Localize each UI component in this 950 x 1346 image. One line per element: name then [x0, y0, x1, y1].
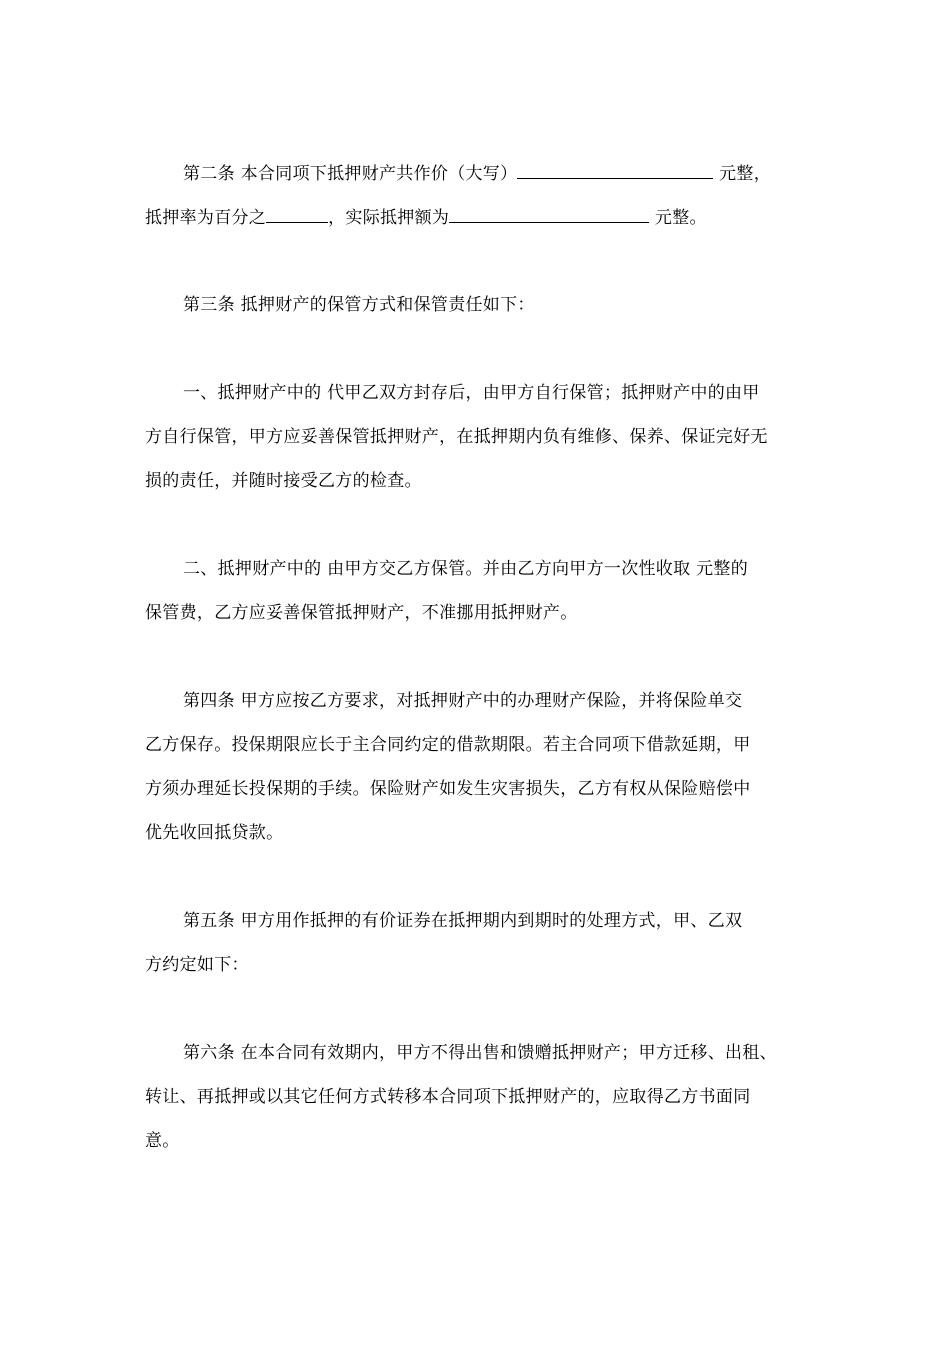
article-2-text-e: 元整。: [649, 208, 707, 228]
article-4-line-4: 优先收回抵贷款。: [145, 823, 284, 843]
article-4-line-2: 乙方保存。投保期限应长于主合同约定的借款期限。若主合同项下借款延期，甲: [145, 735, 751, 755]
article-6-line-2: 转让、再抵押或以其它任何方式转移本合同项下抵押财产的，应取得乙方书面同: [145, 1087, 751, 1107]
item-1-line-1: 一、抵押财产中的 代甲乙双方封存后，由甲方自行保管；抵押财产中的由甲: [183, 383, 760, 403]
article-2-line-1: [183, 162, 771, 185]
item-2-line-2: 保管费，乙方应妥善保管抵押财产，不准挪用抵押财产。: [145, 603, 578, 623]
article-2-line-2: [145, 206, 707, 229]
article-6-line-3: 意。: [145, 1131, 180, 1151]
article-2-text-d: ，实际抵押额为: [328, 208, 450, 228]
item-1-line-3: 损的责任，并随时接受乙方的检查。: [145, 471, 422, 491]
article-2-text-c: 抵押率为百分之: [145, 208, 267, 228]
article-4-line-3: 方须办理延长投保期的手续。保险财产如发生灾害损失，乙方有权从保险赔偿中: [145, 779, 751, 799]
total-value-blank[interactable]: [517, 162, 713, 179]
item-1-line-2: 方自行保管，甲方应妥善保管抵押财产，在抵押期内负有维修、保养、保证完好无: [145, 427, 768, 447]
article-3-heading: 第三条 抵押财产的保管方式和保管责任如下：: [183, 295, 535, 315]
actual-amount-blank[interactable]: [449, 206, 649, 223]
article-2-text-a: 第二条 本合同项下抵押财产共作价（大写）: [183, 164, 518, 184]
article-2-text-b: 元整，: [713, 164, 772, 184]
article-5-line-2: 方约定如下：: [145, 955, 249, 975]
article-6-line-1: 第六条 在本合同有效期内，甲方不得出售和馈赠抵押财产；甲方迁移、出租、: [183, 1043, 777, 1063]
mortgage-rate-blank[interactable]: [266, 206, 328, 223]
item-2-line-1: 二、抵押财产中的 由甲方交乙方保管。并由乙方向甲方一次性收取 元整的: [183, 559, 749, 579]
article-4-line-1: 第四条 甲方应按乙方要求，对抵押财产中的办理财产保险，并将保险单交: [183, 691, 743, 711]
article-5-line-1: 第五条 甲方用作抵押的有价证券在抵押期内到期时的处理方式，甲、乙双: [183, 911, 743, 931]
